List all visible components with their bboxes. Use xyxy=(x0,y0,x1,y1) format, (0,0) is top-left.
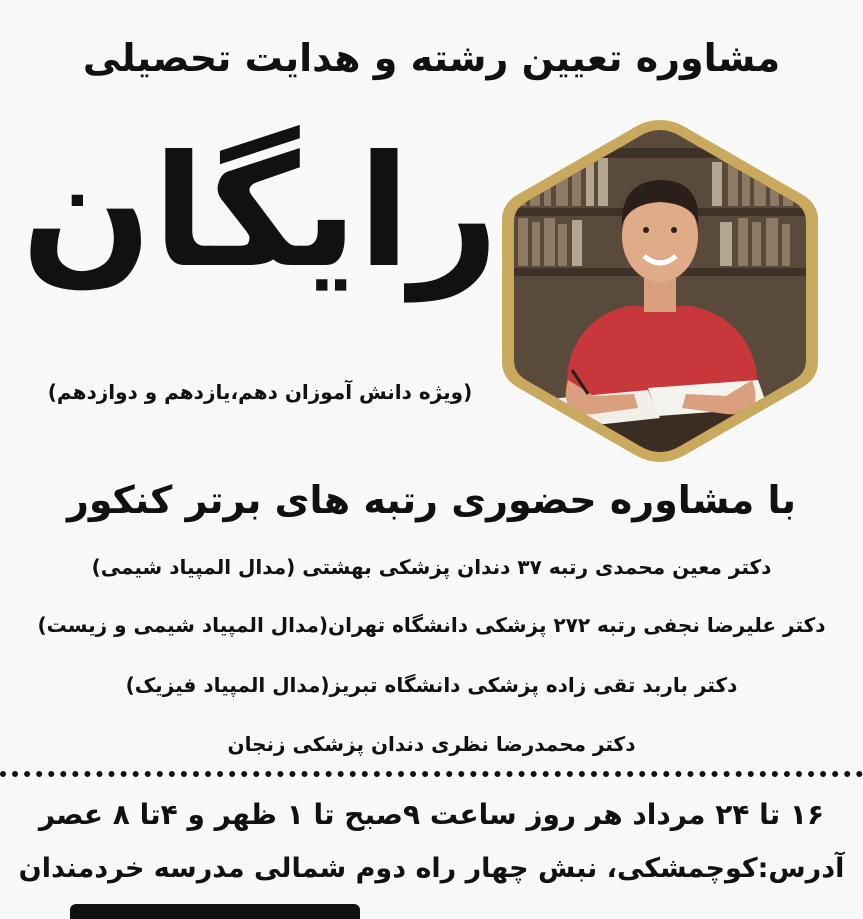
schedule-text: ۱۶ تا ۲۴ مرداد هر روز ساعت ۹صبح تا ۱ ظهر و ۴تا ۸ عصر xyxy=(38,798,825,831)
address-text: آدرس:کوچمشکی، نبش چهار راه دوم شمالی مدرسه خردمندان xyxy=(18,853,845,884)
doctor-line: دکتر معین محمدی رتبه ۳۷ دندان پزشکی بهشتی (مدال المپیاد شیمی) xyxy=(91,555,772,579)
doctor-line: دکتر محمدرضا نظری دندان پزشکی زنجان xyxy=(227,732,636,756)
doctor-line: دکتر باربد تقی زاده پزشکی دانشگاه تبریز(مدال المپیاد فیزیک) xyxy=(125,673,738,697)
headline: مشاوره تعیین رشته و هدایت تحصیلی xyxy=(82,36,781,80)
consultation-title: با مشاوره حضوری رتبه های برتر کنکور xyxy=(66,478,797,522)
free-title: رایگان xyxy=(20,123,500,302)
target-audience-note: (ویژه دانش آموزان دهم،یازدهم و دوازدهم) xyxy=(47,380,473,404)
student-photo xyxy=(498,118,822,464)
doctor-line: دکتر علیرضا نجفی رتبه ۲۷۲ پزشکی دانشگاه تهران(مدال المپیاد شیمی و زیست) xyxy=(37,613,826,637)
dotted-divider xyxy=(0,771,863,777)
student-photo-hexagon xyxy=(498,118,822,464)
cut-off-banner xyxy=(70,904,360,919)
